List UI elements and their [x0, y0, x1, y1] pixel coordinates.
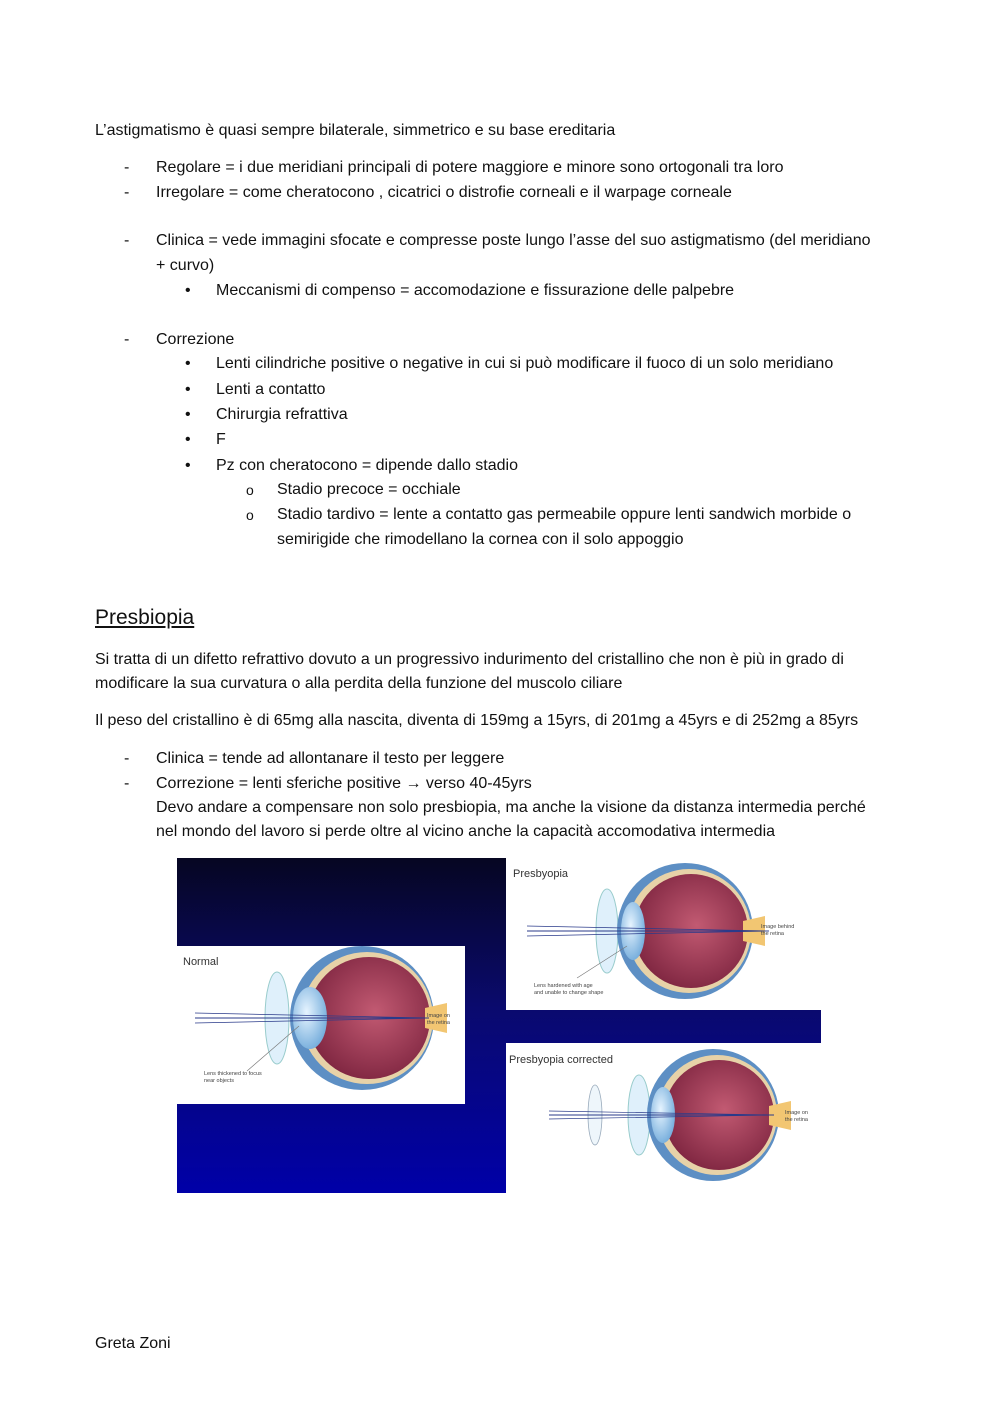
presbyopia-panel: [506, 858, 821, 1010]
correzione-item: Lenti cilindriche positive o negative in cui si può modificare il fuoco di un solo meridiano: [216, 355, 834, 372]
corrected-title: Presbyopia corrected: [509, 1054, 613, 1066]
type-irregolare: Irregolare = come cheratocono , cicatrici o distrofie corneali e il warpage corneale: [156, 184, 732, 201]
normal-lens-label-2: near objects: [204, 1078, 234, 1084]
correzione-item: Lenti a contatto: [216, 381, 326, 398]
list-dash: -: [124, 184, 130, 201]
type-regolare: Regolare = i due meridiani principali di potere maggiore e minore sono ortogonali tra loro: [156, 159, 784, 176]
presbyopia-image-label-1: Image behind: [761, 924, 795, 930]
correzione-label: Correzione: [156, 331, 235, 348]
list-dash: -: [124, 159, 130, 176]
correzione-item: Pz con cheratocono = dipende dallo stadio: [216, 457, 518, 474]
stadio-tardivo-cont: semirigide che rimodellano la cornea con il solo appoggio: [277, 531, 684, 548]
bullet-icon: •: [185, 355, 191, 372]
presbyopia-lens-label-1: Lens hardened with age: [534, 983, 593, 989]
bullet-icon: •: [185, 381, 191, 398]
footer-author: Greta Zoni: [95, 1335, 171, 1352]
clinica-line-1: Clinica = vede immagini sfocate e compresse poste lungo l’asse del suo astigmatismo (del meridiano: [156, 232, 871, 249]
presbiopia-note-line-2: nel mondo del lavoro si perde oltre al vicino anche la capacità accomodativa intermedia: [156, 823, 776, 840]
presbiopia-para-1-line-2: modificare la sua curvatura o alla perdita della funzione del muscolo ciliare: [95, 675, 623, 692]
presbiopia-clinica: Clinica = tende ad allontanare il testo per leggere: [156, 750, 505, 767]
intro-text: L’astigmatismo è quasi sempre bilaterale, simmetrico e su base ereditaria: [95, 122, 616, 139]
normal-image-label-1: Image on: [427, 1013, 450, 1019]
section-heading: Presbiopia: [95, 606, 195, 629]
list-dash: -: [124, 750, 130, 767]
bullet-icon: •: [185, 457, 191, 474]
list-dash: -: [124, 232, 130, 249]
presbyopia-figure: [177, 858, 821, 1193]
circle-bullet-icon: o: [246, 482, 254, 498]
presbyopia-image-label-2: the retina: [761, 931, 784, 937]
presbiopia-correzione: Correzione = lenti sferiche positive → verso 40-45yrs: [156, 775, 532, 792]
list-dash: -: [124, 775, 130, 792]
presbyopia-lens-label-2: and unable to change shape: [534, 990, 604, 996]
presbiopia-note-line-1: Devo andare a compensare non solo presbiopia, ma anche la visione da distanza intermedia perché: [156, 799, 866, 816]
clinica-line-2: + curvo): [156, 257, 215, 274]
presbyopia-title: Presbyopia: [513, 868, 569, 880]
stadio-tardivo: Stadio tardivo = lente a contatto gas permeabile oppure lenti sandwich morbide o: [277, 506, 852, 523]
bullet-icon: •: [185, 406, 191, 423]
stadio-precoce: Stadio precoce = occhiale: [277, 481, 461, 498]
circle-bullet-icon: o: [246, 507, 254, 523]
correzione-item: F: [216, 431, 226, 448]
presbyopia-corrected-panel: [506, 1043, 821, 1193]
normal-image-label-2: the retina: [427, 1020, 450, 1026]
normal-panel: [177, 946, 465, 1104]
bullet-icon: •: [185, 431, 191, 448]
normal-lens-label-1: Lens thickened to focus: [204, 1071, 262, 1077]
list-dash: -: [124, 331, 130, 348]
presbiopia-para-1-line-1: Si tratta di un difetto refrattivo dovuto a un progressivo indurimento del cristallino che non è più in grado di: [95, 651, 844, 668]
presbiopia-para-2: Il peso del cristallino è di 65mg alla nascita, diventa di 159mg a 15yrs, di 201mg a 45yrs e di 252mg a 85yrs: [95, 712, 859, 729]
compenso-text: Meccanismi di compenso = accomodazione e fissurazione delle palpebre: [216, 282, 735, 299]
corrected-image-label-2: the retina: [785, 1117, 808, 1123]
corrected-image-label-1: Image on: [785, 1110, 808, 1116]
correzione-item: Chirurgia refrattiva: [216, 406, 348, 423]
bullet-icon: •: [185, 282, 191, 299]
normal-title: Normal: [183, 956, 219, 968]
